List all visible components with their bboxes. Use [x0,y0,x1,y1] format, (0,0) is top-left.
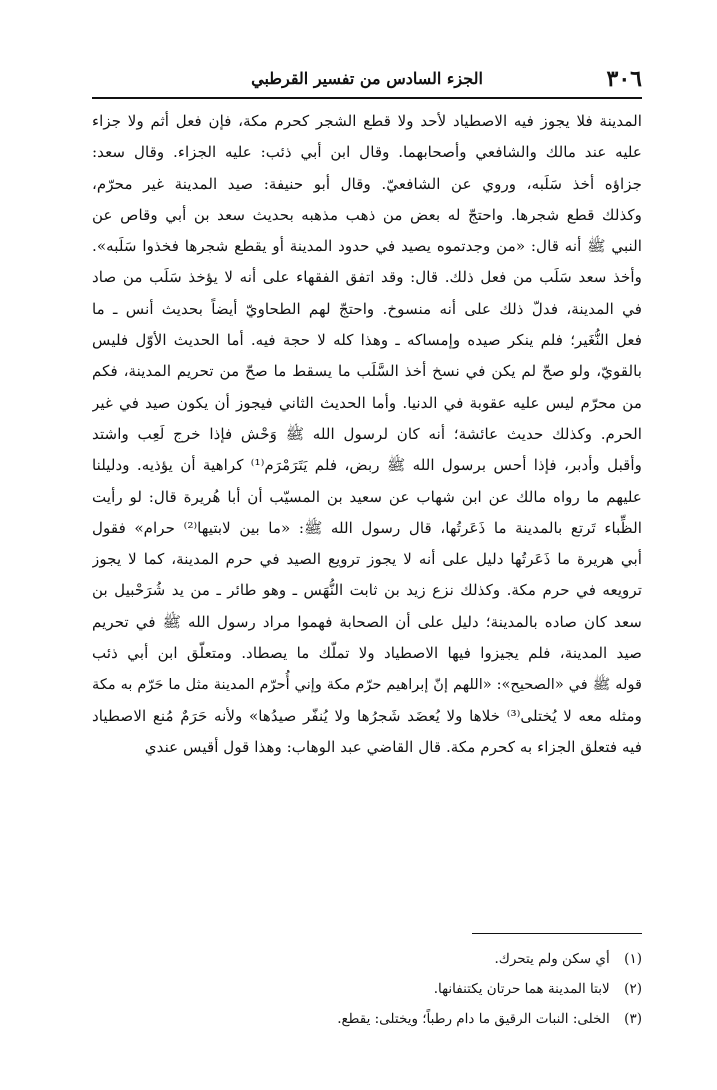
body-line: الظِّباء تَرتع بالمدينة ما ذَعَرتُها، قال رسول الله ﷺ: «ما بين لابتيها⁽²⁾ حرام» فقول [92,518,642,537]
body-line: المدينة فلا يجوز فيه الاصطياد لأحد ولا قطع الشجر كحرم مكة، فإن فعل أثم ولا جزاء [92,112,642,130]
footnote-item [92,1004,642,1034]
footnote-item [92,974,642,1004]
footnote-number: (٣) [624,1011,642,1027]
body-line: فعل النُّغَير؛ فلم ينكر صيده وإمساكه ـ وهذا كله لا حجة فيه. أما الحديث الأوّل فليس [92,331,642,350]
footnote-text: الخلى: النبات الرقيق ما دام رطباً؛ ويختلى: يقطع. [337,1011,610,1027]
body-line: فيه فتعلق الجزاء به كحرم مكة. قال القاضي عبد الوهاب: وهذا قول أقيس عندي [144,737,642,756]
footnote-item [92,944,642,974]
page-number: ٣٠٦ [606,66,642,92]
body-line: عليهم ما رواه مالك عن ابن شهاب عن سعيد بن المسيّب أن أبا هُريرة قال: لو رأيت [92,487,642,506]
body-line: أبي هريرة ما ذَعَرتُها دليل على أنه لا يجوز ترويع الصيد في حرم المدينة، كما لا يجوز [92,550,642,569]
header-divider [92,97,642,99]
body-line: الحرم. وكذلك حديث عائشة؛ أنه كان لرسول الله ﷺ وَحْش فإذا خرج لَعِب واشتد [92,424,642,443]
body-line: وأقبل وأدبر، فإذا أحس برسول الله ﷺ ربض، فلم يَتَرَمْرَم⁽¹⁾ كراهية أن يؤذيه. ودليلنا [92,456,642,475]
body-text [92,106,642,763]
body-line: النبي ﷺ أنه قال: «من وجدتموه يصيد في حدود المدينة أو يقطع شجرها فخذوا سَلَبه». [92,237,642,256]
footnote-divider [472,933,642,934]
body-line: من محرّم ليس عليه عقوبة في الدنيا. وأما الحديث الثاني فيجوز أن يكون صيد في غير [92,393,642,412]
body-line: قوله ﷺ في «الصحيح»: «اللهم إنّ إبراهيم حرّم مكة وإني أُحرّم المدينة مثل ما حَرّم به مكة [92,676,642,694]
body-line: ومثله معه لا يُختلى⁽³⁾ خلاها ولا يُعضَد شَجرُها ولا يُنفّر صيدُها» ولأنه حَرَمٌ مُنع الاصطياد [92,706,642,725]
footnote-number: (٢) [624,981,642,997]
body-line: وأخذ سعد سَلَب من فعل ذلك. قال: وقد اتفق الفقهاء على أنه لا يؤخذ سَلَب من صاد [92,268,642,287]
footnote-text: أي سكن ولم يتحرك. [494,951,610,967]
running-title: الجزء السادس من تفسير القرطبي [251,69,483,88]
body-line: صيد المدينة، فلم يجيزوا فيها الاصطياد ولا تملّك ما يصطاد. ومتعلّق ابن أبي ذئب [92,644,642,663]
footnote-number: (١) [624,951,642,967]
body-line: ترويعه في حرم مكة. وكذلك نزع زيد بن ثابت النُّهَس ـ وهو طائر ـ من يد شُرَحْبيل بن [92,581,642,600]
body-line: جزاؤه أخذ سَلَبه، وروي عن الشافعيّ. وقال أبو حنيفة: صيد المدينة غير محرّم، [92,174,642,193]
footnotes [92,944,642,1034]
body-line: في المدينة، فدلّ ذلك على أنه منسوخ. واحتجّ لهم الطحاويّ أيضاً بحديث أنس ـ ما [92,299,642,318]
body-line: بالقويّ، ولو صحّ لم يكن في نسخ أخذ السَّلَب ما يسقط ما صحّ من تحريم المدينة، فكم [92,362,642,381]
body-line: سعد كان صاده بالمدينة؛ دليل على أن الصحابة فهموا مراد رسول الله ﷺ في تحريم [92,612,642,631]
page-header [92,64,642,96]
body-line: وكذلك قطع شجرها. واحتجّ له بعض من ذهب مذهبه بحديث سعد بن أبي وقاص عن [92,205,642,224]
footnote-text: لابتا المدينة هما حرتان يكتنفانها. [433,981,610,997]
body-line: عليه عند مالك والشافعي وأصحابهما. وقال ابن أبي ذئب: عليه الجزاء. وقال سعد: [92,143,642,162]
